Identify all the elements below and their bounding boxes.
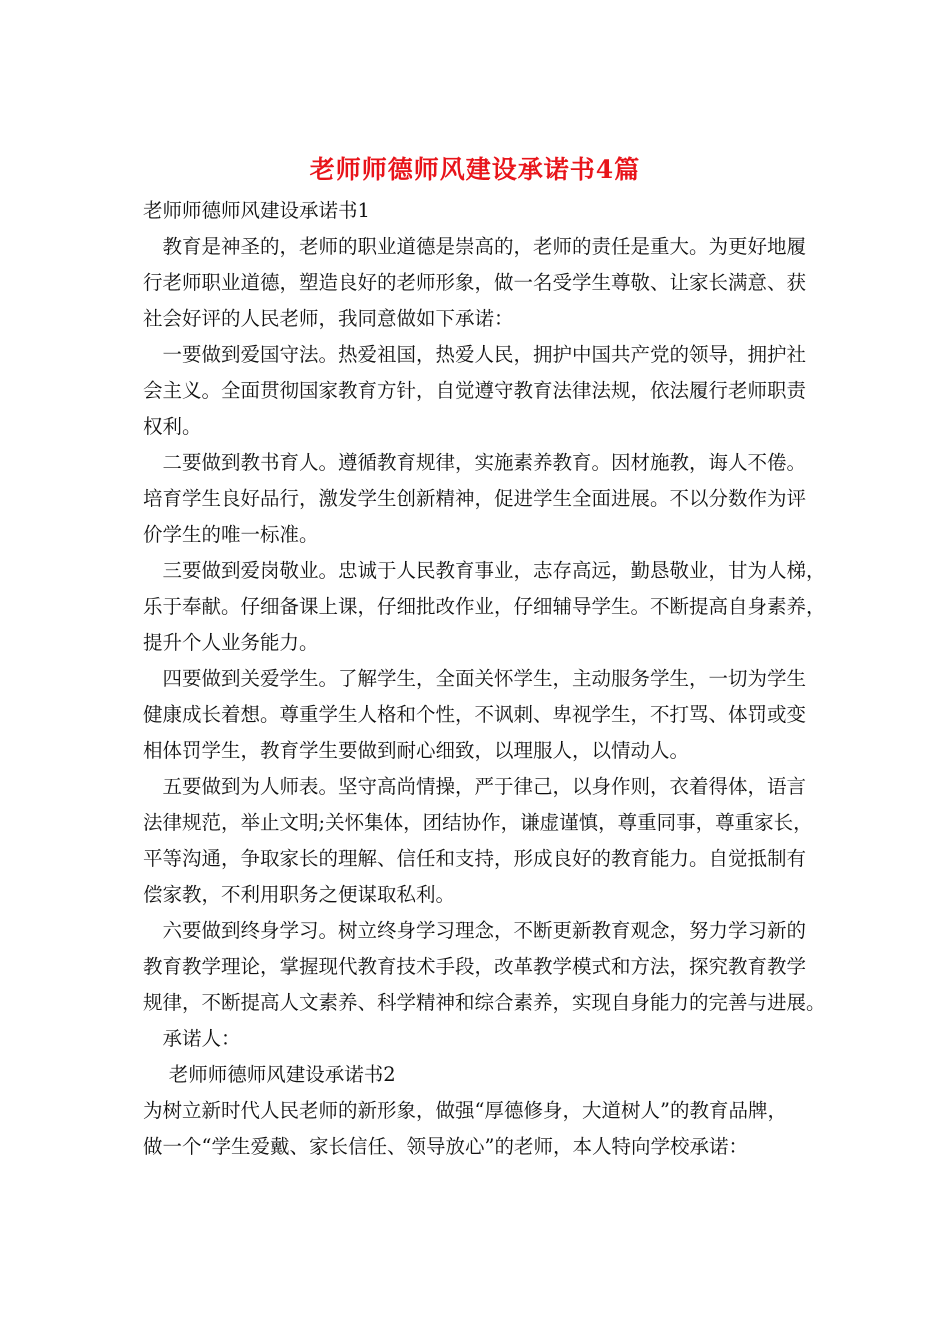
text-line: 权利。	[143, 415, 202, 438]
text-line: 平等沟通，争取家长的理解、信任和支持，形成良好的教育能力。自觉抵制有	[143, 847, 807, 870]
text-line: 健康成长着想。尊重学生人格和个性，不讽刺、卑视学生，不打骂、体罚或变	[143, 703, 807, 726]
text-line: 价学生的唯一标准。	[143, 523, 319, 546]
text-line: 行老师职业道德，塑造良好的老师形象，做一名受学生尊敬、让家长满意、获	[143, 271, 807, 294]
text-line: 法律规范，举止文明;关怀集体，团结协作，谦虚谨慎，尊重同事，尊重家长，	[143, 811, 813, 834]
text-line: 相体罚学生，教育学生要做到耐心细致，以理服人，以情动人。	[143, 739, 690, 762]
text-line: 三要做到爱岗敬业。忠诚于人民教育事业，志存高远，勤恳敬业，甘为人梯，	[143, 559, 826, 582]
section-heading-1: 老师师德师风建设承诺书1	[143, 199, 370, 222]
text-line: 教育是神圣的，老师的职业道德是崇高的，老师的责任是重大。为更好地履	[143, 235, 807, 258]
text-line: 二要做到教书育人。遵循教育规律，实施素养教育。因材施教，诲人不倦。	[143, 451, 807, 474]
text-line: 乐于奉献。仔细备课上课，仔细批改作业，仔细辅导学生。不断提高自身素养，	[143, 595, 826, 618]
text-line: 规律，不断提高人文素养、科学精神和综合素养，实现自身能力的完善与进展。	[143, 991, 826, 1014]
text-line: 做一个“学生爱戴、家长信任、领导放心”的老师，本人特向学校承诺：	[143, 1135, 748, 1158]
text-line: 六要做到终身学习。树立终身学习理念，不断更新教育观念，努力学习新的	[143, 919, 807, 942]
section-heading-2: 老师师德师风建设承诺书2	[143, 1063, 396, 1086]
text-line: 教育教学理论，掌握现代教育技术手段，改革教学模式和方法，探究教育教学	[143, 955, 807, 978]
text-line: 偿家教，不利用职务之便谋取私利。	[143, 883, 456, 906]
document-title: 老师师德师风建设承诺书4篇	[309, 155, 641, 184]
text-line: 培育学生良好品行，激发学生创新精神，促进学生全面进展。不以分数作为评	[143, 487, 807, 510]
text-line: 提升个人业务能力。	[143, 631, 319, 654]
text-line: 会主义。全面贯彻国家教育方针，自觉遵守教育法律法规，依法履行老师职责	[143, 379, 807, 402]
text-line: 社会好评的人民老师，我同意做如下承诺：	[143, 307, 514, 330]
text-line: 一要做到爱国守法。热爱祖国，热爱人民，拥护中国共产党的领导，拥护社	[143, 343, 807, 366]
text-line: 四要做到关爱学生。了解学生，全面关怀学生，主动服务学生，一切为学生	[143, 667, 807, 690]
text-line: 五要做到为人师表。坚守高尚情操，严于律己，以身作则，衣着得体，语言	[143, 775, 807, 798]
text-line: 为树立新时代人民老师的新形象，做强“厚德修身，大道树人”的教育品牌，	[143, 1099, 787, 1122]
signature-line: 承诺人：	[143, 1027, 241, 1050]
